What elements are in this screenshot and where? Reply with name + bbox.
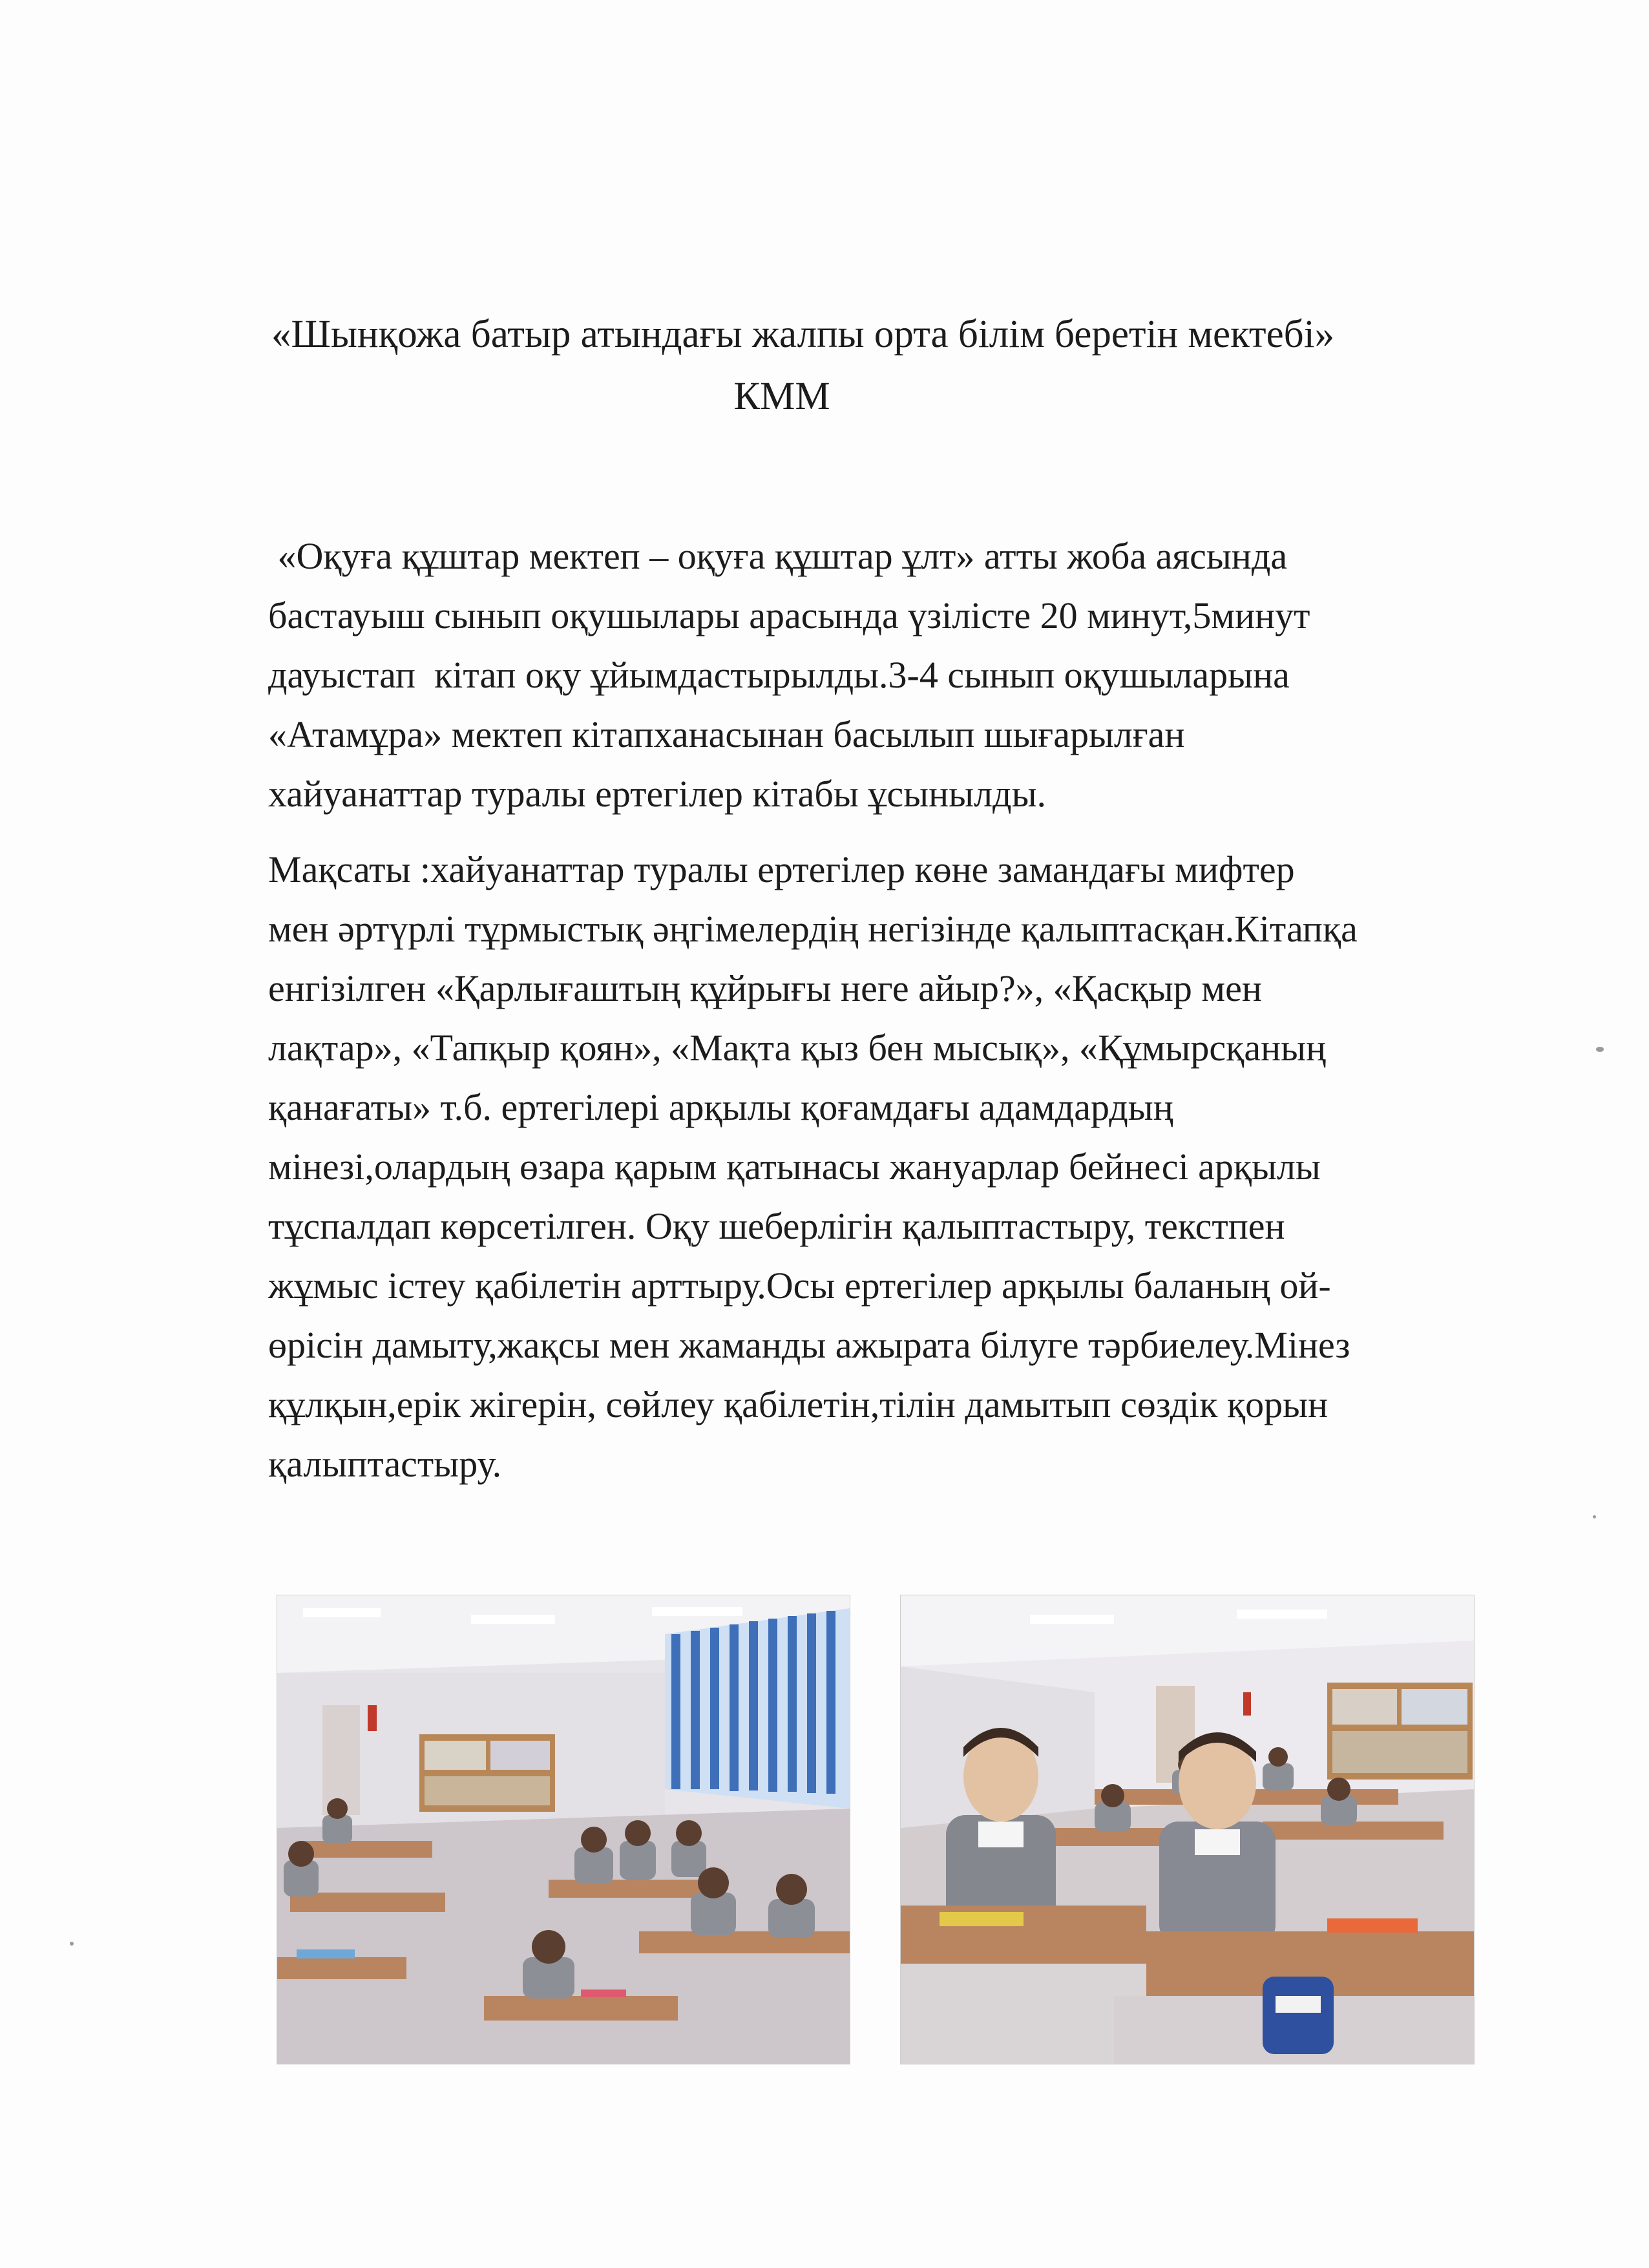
scan-speck (70, 1942, 74, 1946)
goal-line-1: Мақсаты :хайуанаттар туралы ертегілер көне замандағы мифтер (268, 848, 1295, 890)
goal-line-11: қалыптастыру. (268, 1443, 502, 1485)
goal-paragraph (268, 840, 1528, 1494)
goal-line-3: енгізілген «Қарлығаштың құйрығы неге айыр?», «Қасқыр мен (268, 967, 1262, 1009)
intro-paragraph (268, 527, 1528, 824)
intro-line-3: дауыстап кітап оқу ұйымдастырылды.3-4 сынып оқушыларына (268, 654, 1290, 696)
scan-speck (1596, 1047, 1604, 1052)
goal-line-9: өрісін дамыту,жақсы мен жаманды ажырата білуге тәрбиелеу.Мінез (268, 1324, 1350, 1366)
goal-line-2: мен әртүрлі тұрмыстық әңгімелердің негізінде қалыптасқан.Кітапқа (268, 908, 1358, 950)
goal-line-10: құлқын,ерік жігерін, сөйлеу қабілетін,тілін дамытып сөздік қорын (268, 1383, 1329, 1425)
goal-line-6: мінезі,олардың өзара қарым қатынасы жануарлар бейнесі арқылы (268, 1146, 1321, 1188)
intro-line-1: «Оқуға құштар мектеп – оқуға құштар ұлт» атты жоба аясында (268, 535, 1288, 577)
goal-line-8: жұмыс істеу қабілетін арттыру.Осы ертегілер арқылы баланың ой- (268, 1265, 1331, 1307)
goal-line-4: лақтар», «Тапқыр қоян», «Мақта қыз бен мысық», «Құмырсқаның (268, 1027, 1327, 1069)
classroom-photo-right (900, 1595, 1475, 2064)
goal-line-7: тұспалдап көрсетілген. Оқу шеберлігін қалыптастыру, текстпен (268, 1205, 1285, 1247)
intro-line-5: хайуанаттар туралы ертегілер кітабы ұсынылды. (268, 773, 1047, 815)
intro-line-4: «Атамұра» мектеп кітапханасынан басылып шығарылған (268, 713, 1185, 755)
school-title (271, 304, 1335, 428)
scan-speck (1593, 1515, 1596, 1518)
intro-line-2: бастауыш сынып оқушылары арасында үзілісте 20 минут,5минут (268, 594, 1310, 636)
classroom-photo-left (277, 1595, 850, 2064)
school-type-line: КММ (733, 375, 830, 418)
goal-line-5: қанағаты» т.б. ертегілері арқылы қоғамдағы адамдардың (268, 1086, 1173, 1128)
school-name-line: «Шынқожа батыр атындағы жалпы орта білім беретін мектебі» (271, 313, 1335, 356)
